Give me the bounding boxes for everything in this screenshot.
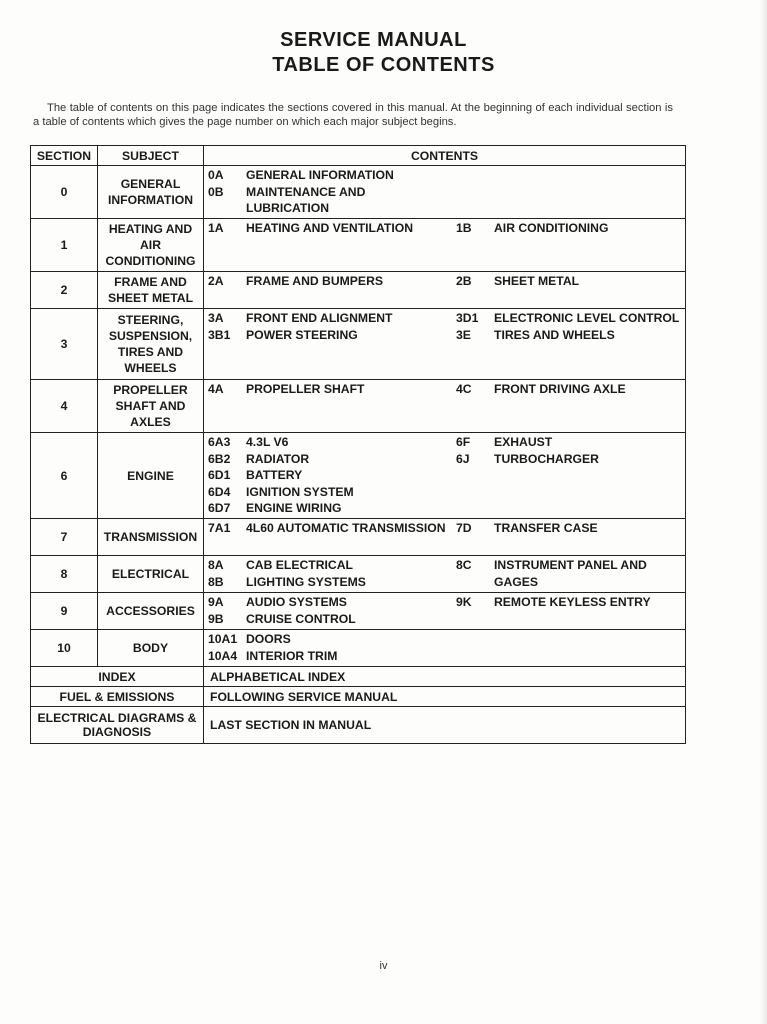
contents-column-right	[448, 434, 681, 517]
contents-entry	[456, 594, 681, 611]
contents-column-right	[448, 381, 681, 398]
table-row	[31, 593, 686, 630]
section-number: 3	[31, 309, 98, 380]
entry-code: 6D1	[208, 468, 231, 482]
entry-code: 3E	[456, 327, 471, 342]
wide-row-contents: ALPHABETICAL INDEX	[204, 667, 686, 687]
contents-entry	[456, 273, 681, 290]
contents-entry	[208, 648, 448, 665]
header-subject: SUBJECT	[98, 146, 204, 166]
entry-code: 1B	[456, 221, 472, 235]
section-contents	[204, 556, 686, 593]
contents-entry	[208, 220, 448, 237]
entry-description: PROPELLER SHAFT	[246, 382, 365, 396]
entry-description: 4.3L V6	[246, 435, 289, 449]
entry-code: 6D4	[208, 484, 231, 499]
entry-description: AUDIO SYSTEMS	[246, 595, 347, 609]
contents-column-right	[448, 220, 681, 237]
entry-code: 1A	[208, 221, 224, 235]
entry-description: GENERAL INFORMATION	[246, 168, 394, 182]
contents-entry	[208, 310, 448, 327]
entry-description: TURBOCHARGER	[494, 451, 599, 466]
wide-row-contents: LAST SECTION IN MANUAL	[204, 707, 686, 744]
table-row	[31, 519, 686, 556]
entry-description: ENGINE WIRING	[246, 501, 342, 515]
entry-code: 4C	[456, 382, 472, 396]
contents-column-right	[448, 273, 681, 290]
section-contents	[204, 166, 686, 219]
entry-code: 6D7	[208, 501, 231, 515]
contents-column-left	[208, 310, 448, 343]
section-number: 6	[31, 433, 98, 519]
section-subject: ACCESSORIES	[98, 593, 204, 630]
table-row	[31, 556, 686, 593]
entry-code: 3D1	[456, 311, 479, 325]
contents-column-left	[208, 167, 448, 217]
table-row	[31, 309, 686, 380]
contents-column-left	[208, 594, 448, 627]
entry-description: 4L60 AUTOMATIC TRANSMISSION	[246, 521, 446, 535]
contents-entry	[208, 574, 448, 591]
section-contents	[204, 380, 686, 433]
entry-description: AIR CONDITIONING	[494, 221, 609, 235]
entry-code: 7A1	[208, 521, 231, 535]
contents-entry	[456, 327, 681, 344]
table-row	[31, 380, 686, 433]
contents-entry	[208, 500, 448, 517]
entry-description: INTERIOR TRIM	[246, 648, 338, 663]
page-title: SERVICE MANUAL	[280, 29, 467, 51]
section-contents	[204, 219, 686, 272]
entry-code: 3A	[208, 311, 224, 325]
entry-description: REMOTE KEYLESS ENTRY	[494, 595, 651, 609]
section-number: 9	[31, 593, 98, 630]
page-edge-shadow	[759, 0, 767, 1024]
section-contents	[204, 272, 686, 309]
entry-code: 10A1	[208, 632, 238, 646]
table-row	[31, 630, 686, 667]
entry-description: POWER STEERING	[246, 327, 358, 342]
contents-entry	[208, 434, 448, 451]
entry-description: CRUISE CONTROL	[246, 611, 356, 626]
section-subject: BODY	[98, 630, 204, 667]
entry-code: 9A	[208, 595, 224, 609]
entry-description: FRONT END ALIGNMENT	[246, 311, 393, 325]
entry-description: FRONT DRIVING AXLE	[494, 382, 626, 396]
entry-code: 8B	[208, 574, 224, 589]
entry-code: 9B	[208, 611, 224, 626]
entry-description: CAB ELECTRICAL	[246, 558, 353, 572]
section-subject: FRAME AND SHEET METAL	[98, 272, 204, 309]
section-subject: ENGINE	[98, 433, 204, 519]
contents-column-right	[448, 310, 681, 343]
contents-entry	[208, 467, 448, 484]
table-row	[31, 219, 686, 272]
section-number: 0	[31, 166, 98, 219]
intro-paragraph: The table of contents on this page indicates the sections covered in this manual. At the beginning of each individual section is a table of contents which gives the page number on which each major subject begins.	[33, 102, 673, 128]
contents-entry	[208, 594, 448, 611]
section-subject: HEATING AND AIR CONDITIONING	[98, 219, 204, 272]
contents-column-right	[448, 557, 681, 590]
contents-column-right	[448, 167, 681, 217]
entry-code: 9K	[456, 595, 472, 609]
entry-description: INSTRUMENT PANEL AND GAGES	[494, 558, 647, 589]
contents-column-right	[448, 631, 681, 664]
section-number: 2	[31, 272, 98, 309]
table-of-contents	[30, 145, 686, 744]
contents-entry	[456, 434, 681, 451]
wide-row-label: FUEL & EMISSIONS	[31, 687, 204, 707]
contents-entry	[456, 451, 681, 468]
entry-code: 10A4	[208, 648, 238, 663]
section-contents	[204, 630, 686, 667]
contents-entry	[208, 484, 448, 501]
entry-description: MAINTENANCE AND LUBRICATION	[246, 184, 366, 215]
section-contents	[204, 519, 686, 556]
contents-entry	[456, 381, 681, 398]
section-subject: STEERING, SUSPENSION, TIRES AND WHEELS	[98, 309, 204, 380]
entry-description: TIRES AND WHEELS	[494, 327, 615, 342]
entry-code: 6F	[456, 435, 471, 449]
contents-column-left	[208, 434, 448, 517]
contents-entry	[208, 167, 448, 184]
wide-row-label: ELECTRICAL DIAGRAMS & DIAGNOSIS	[31, 707, 204, 744]
page-subtitle: TABLE OF CONTENTS	[272, 54, 495, 76]
table-row	[31, 272, 686, 309]
wide-row-contents: FOLLOWING SERVICE MANUAL	[204, 687, 686, 707]
contents-entry	[208, 381, 448, 398]
contents-entry	[456, 557, 681, 590]
header-section: SECTION	[31, 146, 98, 166]
wide-row-label: INDEX	[31, 667, 204, 687]
table-row-wide	[31, 687, 686, 707]
entry-description: FRAME AND BUMPERS	[246, 274, 383, 288]
header-contents: CONTENTS	[204, 146, 686, 166]
entry-code: 0B	[208, 184, 224, 199]
table-header-row	[31, 146, 686, 166]
entry-code: 6A3	[208, 435, 231, 449]
section-number: 7	[31, 519, 98, 556]
entry-description: ELECTRONIC LEVEL CONTROL	[494, 311, 680, 325]
entry-code: 3B1	[208, 327, 231, 342]
contents-entry	[208, 273, 448, 290]
contents-column-left	[208, 631, 448, 664]
section-number: 8	[31, 556, 98, 593]
contents-column-right	[448, 594, 681, 627]
entry-code: 0A	[208, 168, 224, 182]
contents-entry	[208, 611, 448, 628]
entry-description: IGNITION SYSTEM	[246, 484, 354, 499]
section-contents	[204, 433, 686, 519]
contents-entry	[208, 451, 448, 468]
section-number: 1	[31, 219, 98, 272]
entry-code: 2A	[208, 274, 224, 288]
contents-entry	[208, 184, 448, 217]
entry-code: 6B2	[208, 451, 231, 466]
contents-entry	[456, 220, 681, 237]
section-subject: TRANSMISSION	[98, 519, 204, 556]
contents-column-right	[448, 520, 681, 537]
page-number: iv	[379, 960, 388, 972]
contents-entry	[208, 520, 448, 537]
contents-entry	[456, 520, 681, 537]
table-row	[31, 166, 686, 219]
section-subject: ELECTRICAL	[98, 556, 204, 593]
entry-code: 4A	[208, 382, 224, 396]
contents-column-left	[208, 381, 448, 398]
contents-column-left	[208, 273, 448, 290]
table-row-wide	[31, 667, 686, 687]
entry-code: 6J	[456, 451, 470, 466]
entry-description: TRANSFER CASE	[494, 521, 598, 535]
section-subject: PROPELLER SHAFT AND AXLES	[98, 380, 204, 433]
contents-entry	[456, 310, 681, 327]
entry-code: 8C	[456, 558, 472, 572]
section-contents	[204, 593, 686, 630]
entry-description: LIGHTING SYSTEMS	[246, 574, 366, 589]
entry-description: SHEET METAL	[494, 274, 580, 288]
section-number: 4	[31, 380, 98, 433]
entry-description: DOORS	[246, 632, 291, 646]
contents-entry	[208, 631, 448, 648]
section-subject: GENERAL INFORMATION	[98, 166, 204, 219]
entry-description: EXHAUST	[494, 435, 553, 449]
contents-entry	[208, 557, 448, 574]
section-contents	[204, 309, 686, 380]
entry-code: 7D	[456, 521, 472, 535]
table-row	[31, 433, 686, 519]
entry-description: RADIATOR	[246, 451, 310, 466]
section-number: 10	[31, 630, 98, 667]
entry-description: BATTERY	[246, 468, 303, 482]
entry-code: 2B	[456, 274, 472, 288]
contents-entry	[208, 327, 448, 344]
table-row-wide	[31, 707, 686, 744]
contents-column-left	[208, 557, 448, 590]
contents-column-left	[208, 220, 448, 237]
contents-column-left	[208, 520, 448, 537]
entry-code: 8A	[208, 558, 224, 572]
entry-description: HEATING AND VENTILATION	[246, 221, 414, 235]
